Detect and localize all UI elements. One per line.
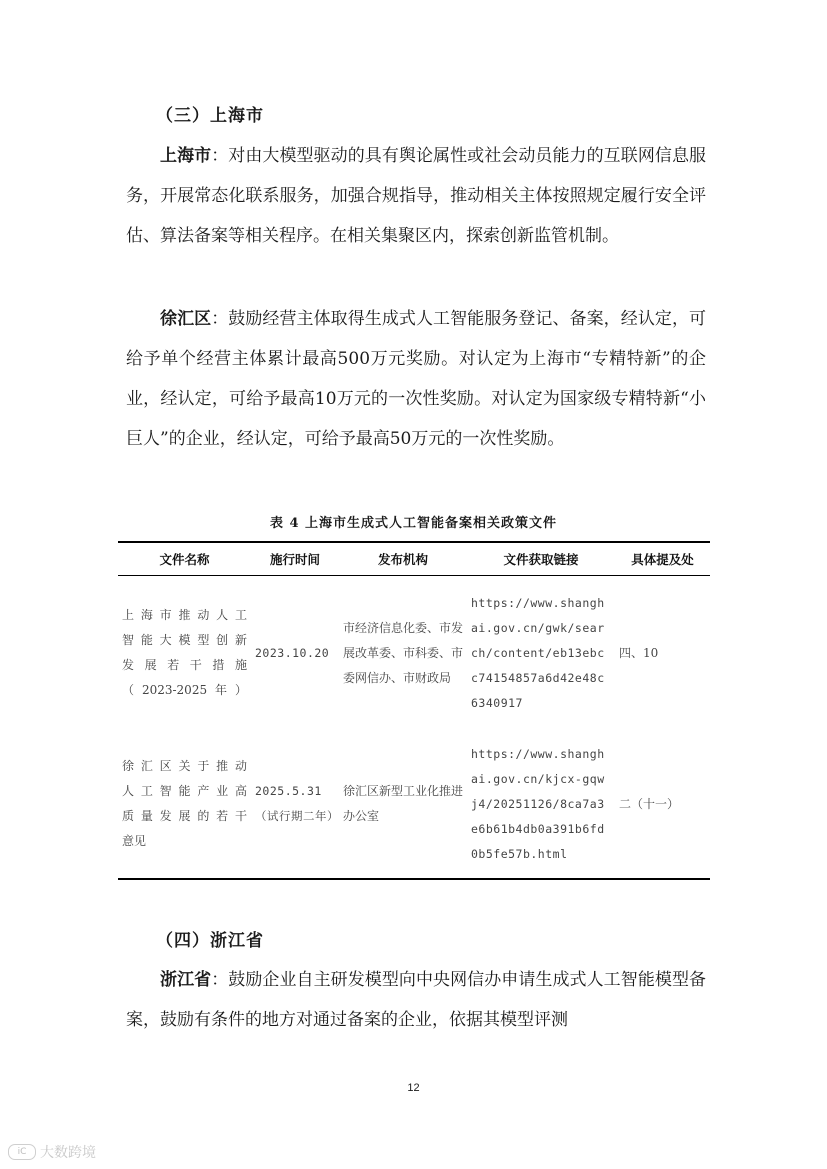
paragraph-label: 浙江省 [160,970,212,990]
cell-issuer: 市经济信息化委、市发展改革委、市科委、市委网信办、市财政局 [343,620,464,685]
page-number: 12 [407,1082,420,1094]
paragraph-label: 徐汇区 [160,309,212,329]
table-header-row [118,542,710,576]
column-header: 施行时间 [251,542,339,576]
cell-file-name: 徐汇区关于推动 人工智能产业高 质量发展的若干 意见 [122,759,247,848]
paragraph-zhejiang [126,960,706,1040]
table-row [118,576,710,731]
paragraph-xuhui [126,299,706,459]
cell-link[interactable]: https://www.shanghai.gov.cn/kjcx-gqwj4/20251126/8ca7a3e6b61b4db0a391b6fd0b5fe57b.html [471,746,605,861]
paragraph-shanghai [126,136,706,256]
cell-effective-date: 2025.5.31（试行期二年） [255,784,339,823]
watermark-logo-icon: iC [8,1144,36,1160]
column-header: 发布机构 [339,542,467,576]
section-heading-shanghai: （三）上海市 [156,106,264,126]
cell-link[interactable]: https://www.shanghai.gov.cn/gwk/search/content/eb13ebcc74154857a6d42e48c6340917 [471,595,605,710]
table-row [118,731,710,879]
cell-reference: 二（十一） [619,796,680,811]
table-caption: 表 4 上海市生成式人工智能备案相关政策文件 [269,516,558,531]
column-header: 具体提及处 [615,542,710,576]
cell-file-name: 上海市推动人工 智能大模型创新 发展若干措施 （2023-2025年） [122,608,247,698]
section-heading-zhejiang: （四）浙江省 [156,931,264,951]
column-header: 文件名称 [118,542,251,576]
paragraph-text: ：鼓励企业自主研发模型向中央网信办申请生成式人工智能模型备案，鼓励有条件的地方对通过备案的企业，依据其模型评测 [126,970,707,1030]
cell-effective-date: 2023.10.20 [255,645,330,660]
paragraph-text: ：鼓励经营主体取得生成式人工智能服务登记、备案，经认定，可给予单个经营主体累计最高500万元奖励。对认定为上海市“专精特新”的企业，经认定，可给予最高10万元的一次性奖励。对认定为国家级专精特新“小巨人”的企业，经认定，可给予最高50万元的一次性奖励。 [126,309,707,449]
column-header: 文件获取链接 [467,542,615,576]
watermark-text: 大数跨境 [40,1145,96,1161]
watermark [8,1142,96,1162]
cell-issuer: 徐汇区新型工业化推进办公室 [343,784,464,823]
policy-table [118,541,710,880]
paragraph-label: 上海市 [160,146,212,166]
cell-reference: 四、10 [619,645,659,660]
paragraph-text: ：对由大模型驱动的具有舆论属性或社会动员能力的互联网信息服务，开展常态化联系服务，加强合规指导，推动相关主体按照规定履行安全评估、算法备案等相关程序。在相关集聚区内，探索创新监管机制。 [126,146,707,246]
